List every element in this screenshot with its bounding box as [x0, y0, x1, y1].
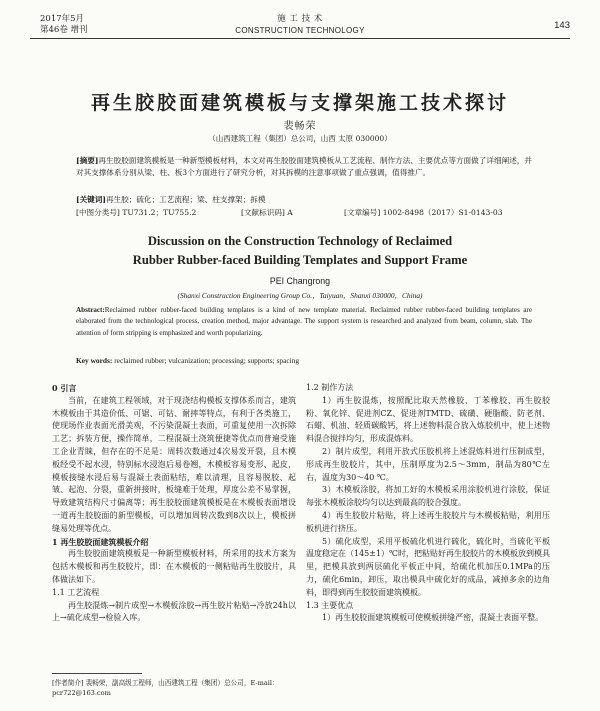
article-number: [文章编号] 1002-8498（2017）S1-0143-03	[344, 208, 503, 217]
paragraph: 5）硫化成型，采用平板硫化机进行硫化，硫化时，当硫化平板温度稳定在（145±1）℃时，把粘贴好再生胶胶片的木模板放到模具里，把模具放到两层硫化平板正中间，给硫化机加压0.1MPa的压力，硫化6min，卸压，取出模具中硫化好的成品，减掉多余的边角料，即得到再生胶胶面建筑模板。	[306, 536, 551, 597]
footnote-rule	[52, 673, 142, 674]
subsection-heading-1-1: 1.1 工艺流程	[52, 587, 100, 597]
paragraph: 再生胶混炼→制片成型→木模板涂胶→再生胶片粘贴→冷放24h以上→硫化成型→检验入库。	[52, 600, 296, 623]
keywords-cn	[76, 194, 532, 206]
page-number: 143	[554, 20, 570, 31]
document-code: [文献标识码] A	[241, 208, 293, 217]
journal-name-cn: 施 工 技 术	[277, 14, 323, 24]
affiliation-cn: （山西建筑工程（集团）总公司，山西 太原 030000）	[208, 134, 392, 143]
paper-title-en	[0, 232, 600, 270]
abstract-en-label: Abstract:	[76, 306, 105, 314]
keywords-cn-label: [关键词]	[76, 195, 106, 204]
body-column-right	[306, 382, 550, 625]
section-heading-intro: 0 引言	[52, 383, 77, 393]
paragraph: 2）制片成型，利用开放式压胶机将上述混炼料进行压制成型，形成再生胶胶片，其中，压制厚度为2.5～3mm，制品为80℃左右，温度为30～40 ℃。	[306, 446, 550, 482]
issue-date: 2017年5月	[40, 14, 85, 24]
clc-number: [中图分类号] TU731.2；TU755.2	[76, 208, 197, 217]
paper-title-en-line2: Rubber Rubber-faced Building Templates and Support Frame	[132, 253, 468, 267]
keywords-en-label: Key words:	[76, 356, 113, 365]
author-footnote: [作者简介] 裴畅荣，副高级工程师，山西建筑工程（集团）总公司，E-mail：pcr722@163.com	[52, 679, 279, 697]
header-rule	[30, 38, 570, 39]
paper-title-en-line1: Discussion on the Construction Technology of Reclaimed	[147, 234, 453, 248]
journal-name-en: CONSTRUCTION TECHNOLOGY	[235, 26, 365, 35]
author-cn: 裴畅荣	[283, 121, 317, 132]
keywords-en-text: reclaimed rubber; vulcanization; processing; supports; spacing	[114, 356, 300, 365]
paragraph: 1）再生胶混炼，按照配比取天然橡胶、丁苯橡胶、再生胶胶粉、氧化锌、促进剂CZ、促进剂TMTD、硫磺、硬脂酸、防老剂、石蜡、机油、轻质碳酸钙，将上述物料混合放入炼胶机中，使上述物料混合搅拌均匀，形成混炼料。	[306, 395, 550, 444]
body-column-left	[52, 382, 296, 625]
author-en: PEI Changrong	[269, 276, 331, 286]
paragraph: 再生胶胶面建筑模板是一种新型模板材料，所采用的技术方案为包括木模板和再生胶胶片，即：在木模板的一侧粘贴再生胶胶片，具体做法如下。	[52, 549, 296, 584]
issue-volume: 第46卷 增刊	[40, 25, 88, 35]
paper-title-cn: 再生胶胶面建筑模板与支撑架施工技术探讨	[90, 92, 509, 114]
paragraph: 4）再生胶胶片粘贴，将上述再生胶胶片与木模板粘贴，利用压板机进行挤压。	[306, 510, 550, 533]
paragraph: 1）再生胶胶面建筑模板可使模板拼缝严密，混凝土表面平整。	[322, 613, 544, 623]
abstract-cn-text: 再生胶胶面建筑模板是一种新型模板材料，本文对再生胶胶面建筑模板从工艺流程、制作方法、主要优点等方面做了详细阐述，并对其支撑体系分别从梁、柱、板3个方面进行了研究分析，对其拆模的注意事项做了重点强调，值得推广。	[76, 156, 533, 178]
abstract-en-text: Reclaimed rubber rubber-faced building templates is a kind of new template material. Reclaimed rubber rubber-faced building templates are elaborated from the technological process, creation method, major advantage. The support system is researched and analyzed from beam, column, slab. The attention of form stripping is emphasized and worth popularizing.	[76, 306, 532, 337]
keywords-en	[76, 356, 532, 365]
abstract-en	[76, 305, 532, 339]
paragraph: 当前，在建筑工程领域，对于现浇结构模板支撑体系而言，建筑木模板由于其造价低、可锯、可钻、耐摔等特点，有利于各类施工，使现场作业表面光滑美观，不污染混凝土表面，可重复使用一次拆除工艺；拆装方便，操作简单，二程混凝土浇筑便捷等优点而普遍受施工企业青睐，但存在的不足是：周转次数通过4次易发开裂，且木模板经受不起水浸，特别标水浸泡后易卷翘，木模板容易变形、起皮，模板接缝水浸后易与混凝土表面粘结，难以清理，且容易脱胶、起皱、起泡、分裂，重新拼接时，板缝难于处理，厚度公差不易掌握，导致建筑结构尺寸偏离等；再生胶胶面建筑模板是在木模板表面增设一道再生胶胶面的新型模板，可以增加周转次数到8次以上，模板拼缝易处理等优点。	[52, 395, 296, 533]
subsection-heading-1-2: 1.2 制作方法	[306, 383, 354, 392]
paragraph: 3）木模板涂胶，将加工好的木模板采用涂胶机进行涂胶，保证每张木模板涂胶均匀以达到最高的胶合强度。	[306, 485, 550, 508]
abstract-cn	[76, 155, 532, 179]
affiliation-en: (Shanxi Construction Engineering Group Co.，Taiyuan，Shanxi 030000，China)	[177, 291, 423, 300]
journal-name	[0, 14, 600, 36]
abstract-cn-label: [摘要]	[76, 156, 99, 165]
section-heading-1: 1 再生胶胶面建筑模板介绍	[52, 536, 149, 547]
keywords-cn-text: 再生胶；硫化；工艺流程；梁、柱支撑架；拆模	[105, 195, 266, 204]
subsection-heading-1-3: 1.3 主要优点	[306, 600, 354, 610]
